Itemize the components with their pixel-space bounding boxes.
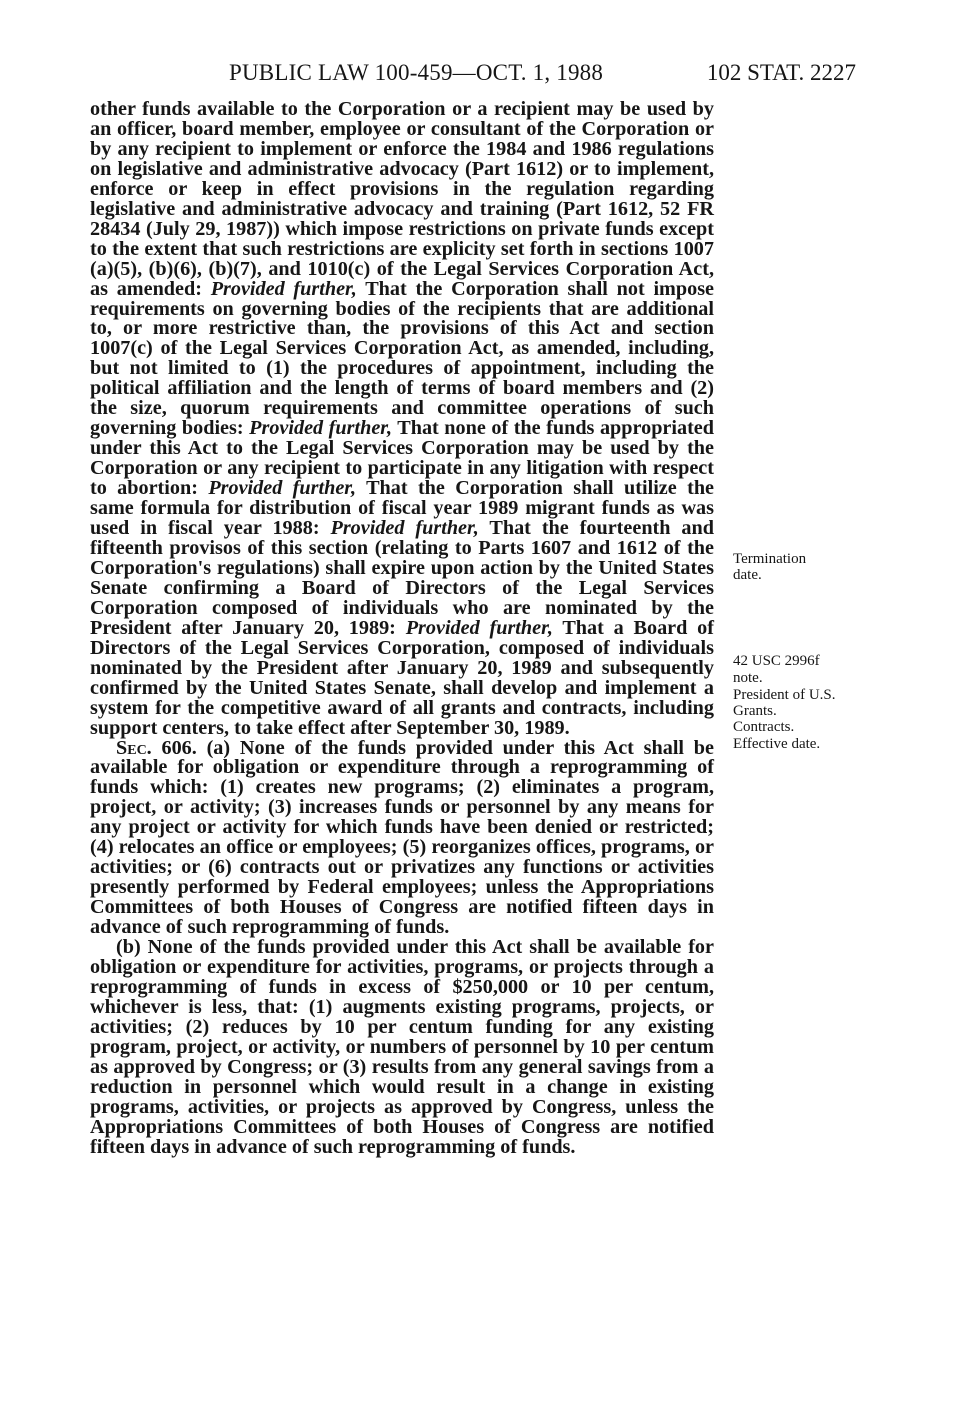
page-header bbox=[0, 60, 960, 90]
margin-note-grants: Grants. bbox=[733, 703, 777, 719]
proviso-italic: Provided further, bbox=[208, 477, 357, 500]
margin-note-usc: 42 USC 2996f bbox=[733, 653, 820, 669]
paragraph-sec-606-a bbox=[90, 736, 714, 939]
margin-note-usc-note: note. bbox=[733, 670, 763, 686]
statute-body bbox=[90, 100, 714, 1158]
margin-note-termination-date: date. bbox=[733, 567, 762, 583]
section-label: Sec. bbox=[116, 736, 152, 759]
paragraph-sec-606-b bbox=[90, 938, 714, 1157]
text-run: That the Corporation shall utilize the same formula for distribution of fiscal year 1989 migrant funds as was used in fiscal year 1988: bbox=[90, 477, 715, 540]
text-run: other funds available to the Corporation or a recipient may be used by an officer, board member, employee or consultant of the Corporation or by any recipient to implement or enforce the 1984 and 1986 regulations on legislative and administrative advocacy (Part 1612) or to implement, enforce or keep in effect provisions in the regulation regarding legislative and administrative advocacy and training (Part 1612, 52 FR 28434 (July 29, 1987)) which impose restrictions on private funds except to the extent that such restrictions are explicity set forth in sections 1007 (a)(5), (b)(6), (b)(7), and 1010(c) of the Legal Services Corporation Act, as amended: bbox=[90, 98, 714, 300]
paragraph-provisos bbox=[90, 100, 714, 739]
proviso-italic: Provided further, bbox=[249, 417, 393, 440]
margin-note-contracts: Contracts. bbox=[733, 719, 795, 735]
text-run: That the Corporation shall not impose requirements on governing bodies of the recipients that are additional to, or more restrictive than, the provisions of this Act and section 1007(c) of the Legal Services Corporation Act, as amended, including, but not limited to (1) the procedures of appointment, including the political affiliation and the length of terms of board members and (2) the size, quorum requirements and committee operations of such governing bodies: bbox=[90, 277, 715, 440]
margin-note-president: President of U.S. bbox=[733, 687, 836, 703]
statute-page-number: 102 STAT. 2227 bbox=[706, 60, 856, 85]
text-run: That a Board of Directors of the Legal Services Corporation, composed of individuals nominated by the President after January 20, 1989 and subsequently confirmed by the United States Senate, shall develop and implement a system for the competitive award of all grants and contracts, including support centers, to take effect after September 30, 1989. bbox=[90, 616, 714, 739]
text-run: (b) None of the funds provided under this Act shall be available for obligation or expenditure for activities, programs, or projects through a reprogramming of funds in excess of $250,000 or 10 per centum, whichever is less, that: (1) augments existing programs, projects, or activities; (2) reduces by 10 per centum funding for any existing program, project, or activity, or numbers of personnel by 10 per centum as approved by Congress; or (3) results from any general savings from a reduction in personnel which would result in a change in existing programs, activities, or projects as approved by Congress, unless the Appropriations Committees of both Houses of Congress are notified fifteen days in advance of such reprogramming of funds. bbox=[90, 936, 714, 1158]
margin-note-effective-date: Effective date. bbox=[733, 736, 821, 752]
text-run: That none of the funds appropriated under this Act to the Legal Services Corporation may be used by the Corporation or any recipient to participate in any litigation with respect to abortion: bbox=[90, 417, 714, 500]
text-run: That the fourteenth and fifteenth provisos of this section (relating to Parts 1607 and 1612 of the Corporation's regulations) shall expire upon action by the United States Senate confirming a Board of Directors of the Legal Services Corporation composed of individuals who are nominated by the President after January 20, 1989: bbox=[90, 517, 714, 639]
proviso-italic: Provided further, bbox=[330, 517, 479, 540]
margin-note-termination: Termination bbox=[733, 551, 807, 567]
proviso-italic: Provided further, bbox=[210, 277, 357, 300]
text-run: 606. (a) None of the funds provided under this Act shall be available for obligation or expenditure through a reprogramming of funds which: (1) creates new programs; (2) eliminates a program, project, or activity; (3) increases funds or personnel by any means for any project or activity for which funds have been denied or restricted; (4) relocates an office or employees; (5) reorganizes offices, programs, or activities; or (6) contracts out or privatizes any functions or activities presently performed by Federal employees; unless the Appropriations Committees of both Houses of Congress are notified fifteen days in advance of such reprogramming of funds. bbox=[90, 736, 714, 939]
proviso-italic: Provided further, bbox=[405, 616, 553, 639]
running-title: PUBLIC LAW 100-459—OCT. 1, 1988 bbox=[229, 60, 604, 85]
